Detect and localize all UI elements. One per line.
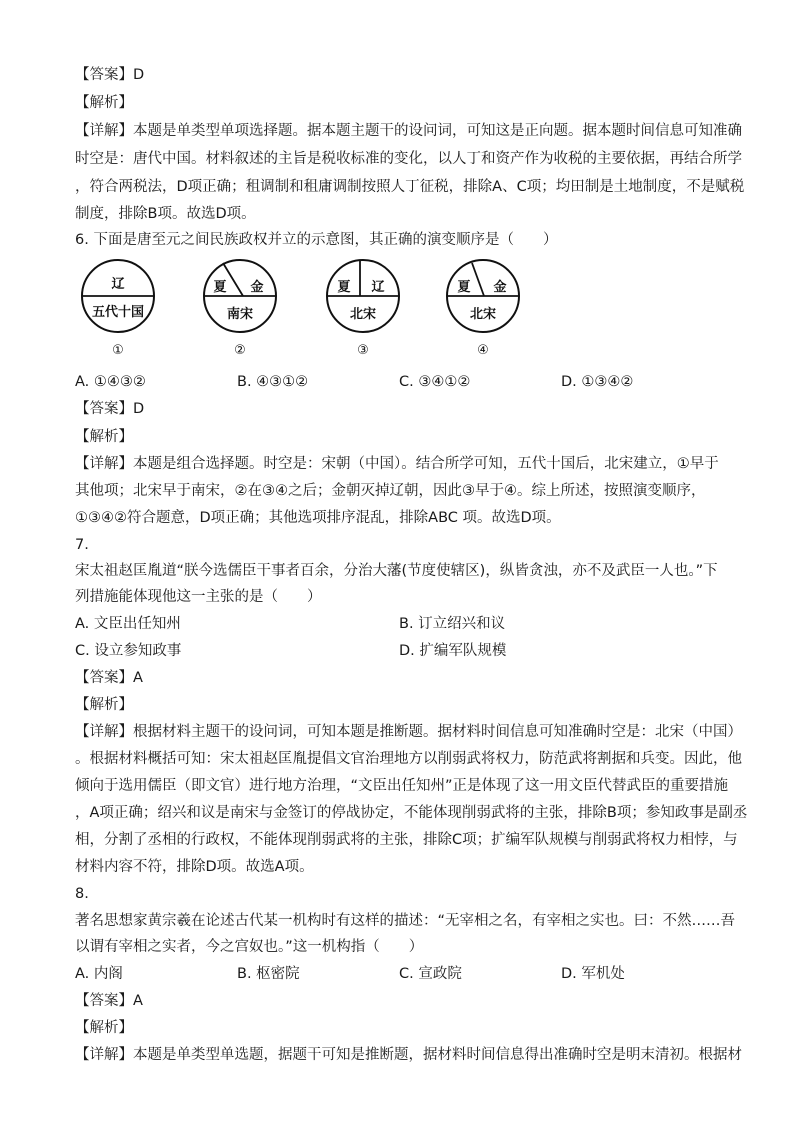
circle-4-left: 夏 [457, 280, 471, 295]
q7-option-c: C. 设立参知政事 [75, 643, 182, 659]
explanation-line: 【详解】本题是单类型单项选择题。据本题主题干的设问词，可知这是正向题。据本题时间信息可知准确 [75, 123, 742, 139]
explanation-line: 【详解】本题是单类型单选题，据题干可知是推断题，据材料时间信息得出准确时空是明末清初。根据材 [75, 1047, 742, 1063]
analysis-label: 【解析】 [75, 1020, 133, 1036]
q6-option-d: D. ①③④② [561, 374, 634, 390]
answer-label: 【答案】D [75, 67, 145, 83]
circle-1-caption: ① [112, 343, 124, 358]
question-8-stem: 著名思想家黄宗羲在论述古代某一机构时有这样的描述：“无宰相之名，有宰相之实也。曰：不然……吾 [75, 913, 736, 929]
circle-1-top: 辽 [111, 277, 125, 292]
circle-4-caption: ④ [477, 343, 489, 358]
explanation-line: ，A项正确；绍兴和议是南宋与金签订的停战协定，不能体现削弱武将的主张，排除B项；参知政事是副丞 [75, 805, 748, 821]
question-8-stem: 以谓有宰相之实者，今之宫奴也。”这一机构指（ ） [75, 939, 424, 955]
circle-2-bottom: 南宋 [226, 307, 254, 322]
q7-option-b: B. 订立绍兴和议 [399, 616, 506, 632]
explanation-line: ，符合两税法，D项正确；租调制和租庸调制按照人丁征税，排除A、C项；均田制是土地制度，不是赋税 [75, 179, 745, 195]
q6-option-c: C. ③④①② [399, 374, 471, 390]
explanation-line: 相，分割了丞相的行政权，不能体现削弱武将的主张，排除C项；扩编军队规模与削弱武将权力相悖，与 [75, 832, 738, 848]
circle-4-bottom: 北宋 [469, 307, 497, 322]
q6-option-a: A. ①④③② [75, 374, 146, 390]
explanation-line: 时空是：唐代中国。材料叙述的主旨是税收标准的变化，以人丁和资产作为收税的主要依据，再结合所学 [75, 151, 742, 167]
analysis-label: 【解析】 [75, 429, 133, 445]
q7-option-d: D. 扩编军队规模 [399, 643, 507, 659]
explanation-line: 【详解】根据材料主题干的设问词，可知本题是推断题。据材料时间信息可知准确时空是：北宋（中国） [75, 724, 742, 740]
answer-label: 【答案】D [75, 401, 145, 417]
question-7-stem: 列措施能体现他这一主张的是（ ） [75, 589, 322, 605]
explanation-line: 。根据材料概括可知：宋太祖赵匡胤提倡文官治理地方以削弱武将权力，防范武将割据和兵变。因此，他 [75, 751, 742, 767]
question-8-number: 8. [75, 886, 89, 902]
question-6-stem: 6. 下面是唐至元之间民族政权并立的示意图，其正确的演变顺序是（ ） [75, 232, 558, 248]
explanation-line: ①③④②符合题意，D项正确；其他选项排序混乱，排除ABC 项。故选D项。 [75, 510, 561, 526]
question-7-number: 7. [75, 537, 89, 553]
answer-label: 【答案】A [75, 993, 143, 1009]
q7-option-a: A. 文臣出任知州 [75, 616, 181, 632]
explanation-line: 【详解】本题是组合选择题。时空是：宋朝（中国）。结合所学可知，五代十国后，北宋建立，①早于 [75, 456, 719, 472]
answer-label: 【答案】A [75, 670, 143, 686]
circle-3-right: 辽 [371, 280, 385, 295]
circle-diagram-2 [204, 260, 276, 358]
circle-3-left: 夏 [337, 280, 351, 295]
explanation-line: 材料内容不符，排除D项。故选A项。 [75, 859, 314, 875]
q8-option-b: B. 枢密院 [237, 966, 300, 982]
analysis-label: 【解析】 [75, 95, 133, 111]
circle-diagram-3 [327, 260, 399, 358]
circle-diagram-4 [447, 260, 519, 358]
circle-2-right: 金 [250, 280, 264, 295]
q8-option-a: A. 内阁 [75, 966, 123, 982]
explanation-line: 其他项；北宋早于南宋，②在③④之后；金朝灭掉辽朝，因此③早于④。综上所述，按照演变顺序， [75, 483, 706, 499]
explanation-line: 倾向于选用儒臣（即文官）进行地方治理，“文臣出任知州”正是体现了这一用文臣代替武臣的重要措施 [75, 778, 729, 794]
question-7-stem: 宋太祖赵匡胤道“朕今选儒臣干事者百余，分治大藩(节度使辖区)，纵皆贪浊，亦不及武臣一人也。”下 [75, 563, 718, 579]
circle-1-bottom: 五代十国 [91, 305, 145, 320]
q8-option-d: D. 军机处 [561, 966, 625, 982]
circle-3-bottom: 北宋 [349, 307, 377, 322]
q6-option-b: B. ④③①② [237, 374, 309, 390]
circle-diagram-1 [82, 260, 154, 358]
analysis-label: 【解析】 [75, 697, 133, 713]
circle-2-caption: ② [234, 343, 246, 358]
explanation-line: 制度，排除B项。故选D项。 [75, 206, 256, 222]
circle-3-caption: ③ [357, 343, 369, 358]
circle-4-right: 金 [493, 280, 507, 295]
q8-option-c: C. 宣政院 [399, 966, 462, 982]
circle-2-left: 夏 [213, 280, 227, 295]
regimes-diagram [80, 258, 540, 358]
